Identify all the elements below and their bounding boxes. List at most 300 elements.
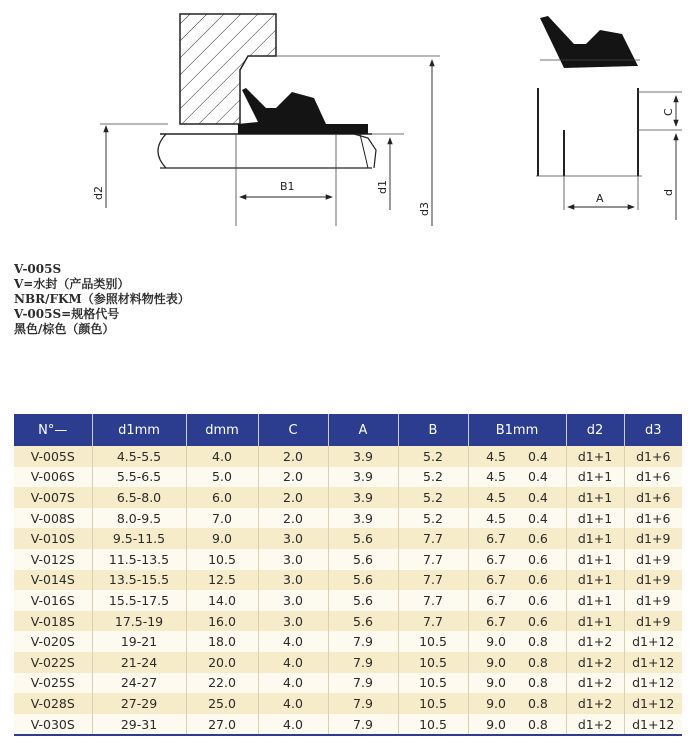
cell-value: 3.9 <box>353 489 373 505</box>
table-cell <box>398 570 468 591</box>
cell-value: 3.0 <box>283 613 303 629</box>
cell-value: 0.8 <box>528 695 548 711</box>
table-row <box>14 631 682 652</box>
table-cell <box>92 693 186 714</box>
table-cell <box>328 652 398 673</box>
cell-value: d1+9 <box>636 572 671 588</box>
table-cell <box>398 590 468 611</box>
cell-value: 4.5-5.5 <box>116 448 162 464</box>
cell-value: 0.8 <box>528 716 548 732</box>
table-cell <box>624 508 682 529</box>
spec-table <box>14 414 682 736</box>
table-cell <box>258 487 328 508</box>
table-cell <box>328 673 398 694</box>
table-cell <box>92 528 186 549</box>
cell-value: d1+6 <box>636 448 671 464</box>
table-cell <box>398 693 468 714</box>
table-cell <box>566 446 624 467</box>
cell-value: d1+9 <box>636 592 671 608</box>
cell-value: 4.5 <box>486 469 506 485</box>
cell-value: 3.0 <box>283 551 303 567</box>
cell-value: d1+2 <box>577 654 613 670</box>
table-cell <box>14 570 92 591</box>
description-line: V-005S <box>14 262 62 276</box>
table-cell <box>258 467 328 488</box>
table-cell <box>398 652 468 673</box>
table-cell <box>258 590 328 611</box>
table-cell <box>258 693 328 714</box>
table-cell <box>328 508 398 529</box>
table-cell <box>14 549 92 570</box>
cell-value: 27-29 <box>120 695 158 711</box>
table-cell <box>398 446 468 467</box>
cell-value: V-007S <box>30 489 75 505</box>
table-cell <box>258 714 328 736</box>
table-cell <box>398 528 468 549</box>
cell-value: 19-21 <box>120 634 158 650</box>
cell-value: 3.9 <box>353 510 373 526</box>
cell-value: 2.0 <box>283 448 303 464</box>
cell-value: 27.0 <box>208 716 236 732</box>
table-cell <box>186 528 258 549</box>
cell-value: 4.0 <box>283 654 303 670</box>
table-cell <box>258 549 328 570</box>
table-cell <box>624 570 682 591</box>
cell-value: 5.2 <box>423 469 443 485</box>
table-cell <box>186 611 258 632</box>
table-cell <box>566 467 624 488</box>
table-cell <box>468 590 566 611</box>
cell-value: 7.7 <box>423 551 443 567</box>
cell-value: 7.7 <box>423 572 443 588</box>
cell-value: 21-24 <box>120 654 158 670</box>
column-header: B1mm <box>468 414 566 446</box>
cell-value: 3.9 <box>353 448 373 464</box>
table-cell <box>14 467 92 488</box>
table-cell <box>328 446 398 467</box>
b1-pair <box>469 655 566 670</box>
table-row <box>14 570 682 591</box>
table-cell <box>468 528 566 549</box>
cell-value: 0.4 <box>528 489 548 505</box>
cell-value: d1+1 <box>577 613 613 629</box>
cell-value: V-014S <box>30 572 75 588</box>
cell-value: 6.7 <box>486 531 506 547</box>
description-line: V=水封（产品类别） <box>14 277 130 291</box>
cell-value: d1+2 <box>577 695 613 711</box>
table-cell <box>186 652 258 673</box>
table-cell <box>468 487 566 508</box>
table-cell <box>186 673 258 694</box>
table-cell <box>186 549 258 570</box>
cell-value: 5.0 <box>212 469 232 485</box>
cell-value: 4.0 <box>283 716 303 732</box>
cell-value: 20.0 <box>208 654 236 670</box>
cell-value: d1+9 <box>636 551 671 567</box>
cell-value: V-030S <box>30 716 75 732</box>
cell-value: 7.9 <box>353 675 373 691</box>
cell-value: d1+12 <box>632 634 675 650</box>
cell-value: 0.6 <box>528 572 548 588</box>
cell-value: V-006S <box>30 469 75 485</box>
cell-value: 6.7 <box>486 551 506 567</box>
table-row <box>14 528 682 549</box>
table-cell <box>258 508 328 529</box>
cell-value: V-008S <box>30 510 75 526</box>
cell-value: 15.5-17.5 <box>108 592 170 608</box>
shaft-outline <box>158 134 376 168</box>
cell-value: 7.7 <box>423 613 443 629</box>
table-cell <box>14 652 92 673</box>
table-cell <box>398 673 468 694</box>
cell-value: 4.0 <box>283 634 303 650</box>
cell-value: d1+1 <box>577 448 613 464</box>
cell-value: 10.5 <box>419 654 447 670</box>
cell-value: d1+12 <box>632 654 675 670</box>
table-cell <box>92 590 186 611</box>
cell-value: 10.5 <box>419 634 447 650</box>
cell-value: 6.7 <box>486 613 506 629</box>
cell-value: d1+9 <box>636 531 671 547</box>
cell-value: 5.5-6.5 <box>116 469 162 485</box>
b1-pair <box>469 696 566 711</box>
table-cell <box>624 549 682 570</box>
cell-value: 3.0 <box>283 572 303 588</box>
table-cell <box>92 714 186 736</box>
cell-value: V-016S <box>30 592 75 608</box>
table-cell <box>624 487 682 508</box>
table-cell <box>468 570 566 591</box>
b1-pair <box>469 675 566 690</box>
column-header: d2 <box>566 414 624 446</box>
cell-value: d1+6 <box>636 510 671 526</box>
cell-value: 0.8 <box>528 675 548 691</box>
cell-value: V-005S <box>30 448 75 464</box>
column-header: d1mm <box>92 414 186 446</box>
cell-value: 4.5 <box>486 489 506 505</box>
table-cell <box>92 570 186 591</box>
cell-value: 10.5 <box>419 675 447 691</box>
b1-pair <box>469 469 566 484</box>
cell-value: V-020S <box>30 634 75 650</box>
cell-value: V-012S <box>30 551 75 567</box>
table-cell <box>566 673 624 694</box>
cell-value: 10.5 <box>208 551 236 567</box>
cell-value: V-010S <box>30 531 75 547</box>
table-cell <box>468 693 566 714</box>
table-cell <box>624 673 682 694</box>
table-cell <box>92 487 186 508</box>
cell-value: 3.0 <box>283 592 303 608</box>
cell-value: d1+2 <box>577 675 613 691</box>
table-row <box>14 446 682 467</box>
product-description <box>14 262 190 337</box>
table-cell <box>258 631 328 652</box>
table-row <box>14 590 682 611</box>
cell-value: 7.0 <box>212 510 232 526</box>
table-cell <box>468 446 566 467</box>
b1-pair <box>469 490 566 505</box>
table-cell <box>186 508 258 529</box>
cell-value: 9.0 <box>486 634 506 650</box>
cell-value: 10.5 <box>419 716 447 732</box>
table-cell <box>14 508 92 529</box>
table-row <box>14 652 682 673</box>
column-header: N°— <box>14 414 92 446</box>
cell-value: 10.5 <box>419 695 447 711</box>
cell-value: 5.6 <box>353 551 373 567</box>
cell-value: 5.6 <box>353 572 373 588</box>
cell-value: 4.5 <box>486 448 506 464</box>
cell-value: 9.0 <box>486 716 506 732</box>
cell-value: d1+12 <box>632 716 675 732</box>
table-cell <box>398 487 468 508</box>
table-cell <box>468 652 566 673</box>
cell-value: 9.0 <box>212 531 232 547</box>
description-line: V-005S=规格代号 <box>14 307 120 321</box>
table-cell <box>14 487 92 508</box>
cell-value: 2.0 <box>283 489 303 505</box>
table-cell <box>92 446 186 467</box>
table-cell <box>328 549 398 570</box>
table-cell <box>92 467 186 488</box>
table-cell <box>398 508 468 529</box>
cell-value: 6.7 <box>486 572 506 588</box>
table-cell <box>624 467 682 488</box>
cell-value: 5.6 <box>353 613 373 629</box>
table-row <box>14 487 682 508</box>
column-header: A <box>328 414 398 446</box>
cell-value: d1+6 <box>636 469 671 485</box>
table-cell <box>398 714 468 736</box>
cell-value: 7.9 <box>353 716 373 732</box>
cell-value: 24-27 <box>120 675 158 691</box>
column-header: C <box>258 414 328 446</box>
cell-value: d1+12 <box>632 695 675 711</box>
b1-pair <box>469 449 566 464</box>
cell-value: 0.4 <box>528 469 548 485</box>
cell-value: 22.0 <box>208 675 236 691</box>
cell-value: 0.6 <box>528 592 548 608</box>
table-cell <box>14 611 92 632</box>
table-cell <box>566 611 624 632</box>
cell-value: 0.8 <box>528 654 548 670</box>
cell-value: 9.0 <box>486 654 506 670</box>
table-cell <box>14 714 92 736</box>
cell-value: 3.9 <box>353 469 373 485</box>
table-cell <box>398 631 468 652</box>
cell-value: d1+1 <box>577 551 613 567</box>
table-cell <box>186 467 258 488</box>
table-row <box>14 714 682 736</box>
table-cell <box>186 631 258 652</box>
cell-value: V-018S <box>30 613 75 629</box>
table-cell <box>258 570 328 591</box>
table-cell <box>14 528 92 549</box>
v-seal-profile-left <box>238 88 368 134</box>
table-cell <box>328 467 398 488</box>
table-cell <box>398 549 468 570</box>
b1-pair <box>469 552 566 567</box>
cell-value: 25.0 <box>208 695 236 711</box>
table-cell <box>468 549 566 570</box>
table-cell <box>624 590 682 611</box>
cell-value: V-028S <box>30 695 75 711</box>
cell-value: 11.5-13.5 <box>108 551 170 567</box>
table-cell <box>258 673 328 694</box>
cell-value: d1+1 <box>577 572 613 588</box>
seal-technical-drawing <box>0 0 700 250</box>
cell-value: 0.4 <box>528 510 548 526</box>
cell-value: 5.6 <box>353 592 373 608</box>
table-cell <box>328 528 398 549</box>
cell-value: 0.6 <box>528 531 548 547</box>
cell-value: 5.2 <box>423 489 443 505</box>
table-cell <box>186 446 258 467</box>
table-header-row <box>14 414 682 446</box>
cell-value: 3.0 <box>283 531 303 547</box>
table-cell <box>468 508 566 529</box>
cell-value: 4.0 <box>283 675 303 691</box>
cell-value: d1+2 <box>577 716 613 732</box>
cell-value: 16.0 <box>208 613 236 629</box>
cell-value: 0.8 <box>528 634 548 650</box>
b1-pair <box>469 593 566 608</box>
cell-value: 7.9 <box>353 634 373 650</box>
cell-value: 14.0 <box>208 592 236 608</box>
table-cell <box>92 652 186 673</box>
table-row <box>14 611 682 632</box>
table-cell <box>258 446 328 467</box>
table-row <box>14 549 682 570</box>
column-header: B <box>398 414 468 446</box>
table-cell <box>14 693 92 714</box>
table-cell <box>468 611 566 632</box>
table-cell <box>328 611 398 632</box>
table-cell <box>186 590 258 611</box>
dim-label-a: A <box>596 192 604 205</box>
cell-value: 2.0 <box>283 469 303 485</box>
cell-value: 9.5-11.5 <box>112 531 166 547</box>
cell-value: d1+12 <box>632 675 675 691</box>
table-cell <box>92 611 186 632</box>
table-row <box>14 673 682 694</box>
table-cell <box>468 714 566 736</box>
table-cell <box>328 714 398 736</box>
cell-value: 2.0 <box>283 510 303 526</box>
cell-value: d1+1 <box>577 489 613 505</box>
table-cell <box>624 652 682 673</box>
table-cell <box>328 487 398 508</box>
cell-value: 7.9 <box>353 695 373 711</box>
column-header: dmm <box>186 414 258 446</box>
cell-value: 4.5 <box>486 510 506 526</box>
cell-value: V-025S <box>30 675 75 691</box>
cell-value: 12.5 <box>208 572 236 588</box>
cell-value: d1+9 <box>636 613 671 629</box>
description-line: 黑色/棕色（颜色） <box>14 322 115 336</box>
cell-value: d1+1 <box>577 592 613 608</box>
cell-value: d1+2 <box>577 634 613 650</box>
table-cell <box>468 631 566 652</box>
table-cell <box>328 631 398 652</box>
cell-value: 9.0 <box>486 695 506 711</box>
table-cell <box>566 570 624 591</box>
table-cell <box>258 652 328 673</box>
cell-value: 0.4 <box>528 448 548 464</box>
b1-pair <box>469 572 566 587</box>
table-cell <box>14 631 92 652</box>
table-cell <box>328 693 398 714</box>
table-row <box>14 467 682 488</box>
table-cell <box>92 673 186 694</box>
table-cell <box>14 673 92 694</box>
table-cell <box>468 673 566 694</box>
b1-pair <box>469 531 566 546</box>
cell-value: 8.0-9.5 <box>116 510 162 526</box>
table-row <box>14 508 682 529</box>
cell-value: 29-31 <box>120 716 158 732</box>
dim-label-d2: d2 <box>92 186 105 200</box>
table-cell <box>566 549 624 570</box>
cell-value: 0.6 <box>528 613 548 629</box>
cell-value: 6.0 <box>212 489 232 505</box>
cell-value: 4.0 <box>283 695 303 711</box>
table-cell <box>468 467 566 488</box>
cell-value: 17.5-19 <box>114 613 164 629</box>
table-cell <box>566 693 624 714</box>
table-cell <box>624 528 682 549</box>
cell-value: 7.7 <box>423 592 443 608</box>
cell-value: d1+1 <box>577 531 613 547</box>
cell-value: d1+1 <box>577 469 613 485</box>
table-cell <box>566 714 624 736</box>
table-cell <box>14 590 92 611</box>
cell-value: V-022S <box>30 654 75 670</box>
table-row <box>14 693 682 714</box>
table-cell <box>398 467 468 488</box>
table-cell <box>14 446 92 467</box>
table-cell <box>624 631 682 652</box>
description-line: NBR/FKM（参照材料物性表） <box>14 292 190 306</box>
b1-pair <box>469 634 566 649</box>
dim-label-d3: d3 <box>418 202 431 216</box>
dim-label-c: C <box>662 108 675 116</box>
cell-value: 9.0 <box>486 675 506 691</box>
table-cell <box>186 714 258 736</box>
cell-value: 5.6 <box>353 531 373 547</box>
table-cell <box>258 528 328 549</box>
table-cell <box>624 693 682 714</box>
cell-value: 0.6 <box>528 551 548 567</box>
b1-pair <box>469 614 566 629</box>
cell-value: 13.5-15.5 <box>108 572 170 588</box>
cell-value: 18.0 <box>208 634 236 650</box>
table-cell <box>566 528 624 549</box>
table-cell <box>92 508 186 529</box>
table-cell <box>92 631 186 652</box>
cell-value: 4.0 <box>212 448 232 464</box>
table-cell <box>186 487 258 508</box>
table-cell <box>566 487 624 508</box>
table-cell <box>566 508 624 529</box>
cell-value: 5.2 <box>423 448 443 464</box>
table-cell <box>92 549 186 570</box>
cell-value: 6.5-8.0 <box>116 489 162 505</box>
table-cell <box>328 590 398 611</box>
cell-value: 5.2 <box>423 510 443 526</box>
dim-label-d: d <box>662 189 675 196</box>
